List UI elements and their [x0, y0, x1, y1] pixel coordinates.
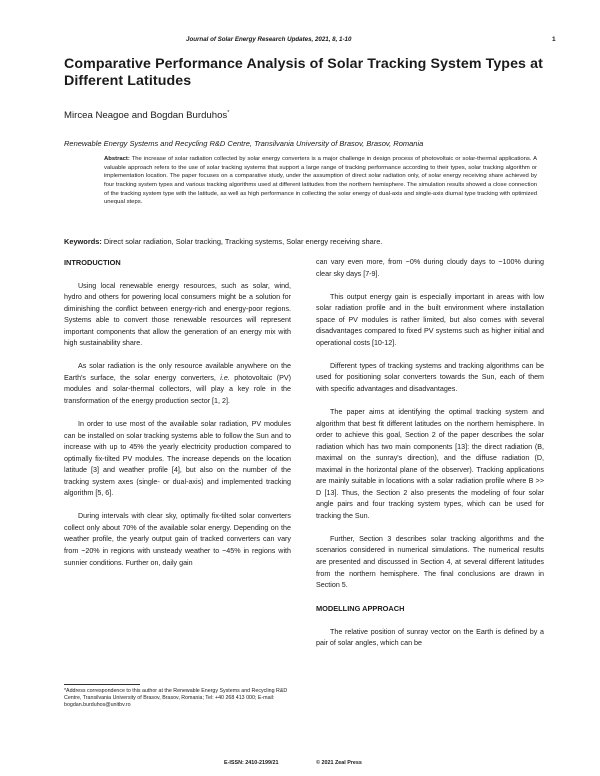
author-names: Mircea Neagoe and Bogdan Burduhos	[64, 110, 228, 122]
abstract-text: The increase of solar radiation collected by solar energy converters is a major challenge in design process of photovoltaic or solar-thermal applications. A valuable approach refers to the use of solar tracking systems that support a large range of tracking performance according to their types, solar tracking algorithm or implementation location. The paper focuses on a comparative study, under the assumption of direct solar radiation only, of solar energy receiving share achieved by four tracking system types and various tracking algorithms used at different latitudes from the northern hemisphere. The simulation results showed a close connection of the tracking system type with the latitude, as well as high performance in collecting the solar energy of dual-axis and single-axis diurnal type tracking with optimized unequal steps.	[104, 156, 537, 206]
paragraph: The paper aims at identifying the optimal tracking system and algorithm that best fit different latitudes on the northern hemisphere. In order to achieve this goal, Section 2 of the paper describes the solar radiation which has two main components [13]: the direct radiation (B, maximal on the sunray's direction), and the diffuse radiation (D, maximal in the horizontal plane of the observer). Tracking applications are mainly suitable in locations with a solar radiation profile where B >> D [13]. Thus, the Section 2 also presents the modeling of four solar angle pairs and four tracking system types, which can be used for tracking the Sun.	[316, 407, 544, 520]
abstract-label: Abstract:	[104, 156, 130, 162]
paragraph: During intervals with clear sky, optimally fix-tilted solar converters collect only about 70% of the available solar energy. Depending on the weather profile, the yearly output gain of tracked converters can vary from ~20% in regions with unsteady weather to ~45% in regions with sunnier conditions. Further on, daily gain	[64, 512, 291, 567]
right-column	[316, 257, 544, 661]
paragraph	[64, 361, 291, 407]
corresponding-mark: *	[227, 110, 230, 116]
keywords	[64, 237, 544, 246]
paragraph: Further, Section 3 describes solar tracking algorithms and the scenarios considered in numerical simulations. The numerical results are presented and discussed in Section 4, at several different latitudes from the northern hemisphere. The final conclusions are drawn in Section 5.	[316, 534, 544, 590]
paragraph: The relative position of sunray vector on the Earth is defined by a pair of solar angles, which can be	[316, 627, 544, 648]
paragraph: Using local renewable energy resources, such as solar, wind, hydro and others for powering local consumers might be a solution for diminishing the conflict between energy-rich and energy-poor regions. Systems able to convert those renewable resources will represent important components that allow the generation of an energy mix with high sustainability share.	[64, 281, 291, 348]
paragraph: Different types of tracking systems and tracking algorithms can be used for positioning solar converters towards the Sun, each of them with specific advantages and disadvantages.	[316, 361, 544, 393]
section-heading-modelling: MODELLING APPROACH	[316, 604, 405, 614]
affiliation: Renewable Energy Systems and Recycling R&D Centre, Transilvania University of Brasov, Brasov, Romania	[64, 139, 424, 148]
footer-copyright: © 2021 Zeal Press	[316, 760, 362, 766]
journal-header: Journal of Solar Energy Research Updates, 2021, 8, 1-10	[186, 36, 352, 43]
page-number: 1	[552, 36, 556, 43]
footer-issn: E-ISSN: 2410-2199/21	[224, 760, 279, 766]
authors	[64, 110, 229, 121]
paragraph-text: photovoltaic (PV) modules and solar-thermal collectors, will play a key role in the transformation of the energy production sector [1, 2].	[64, 373, 291, 405]
footnote: *Address correspondence to this author at the Renewable Energy Systems and Recycling R&D Centre, Transilvania University of Brasov, Brasov, Romania; Tel: +40 268 413 000; E-mail: bogdan.burduhos@unitbv.ro	[64, 688, 288, 708]
abstract	[104, 155, 537, 207]
section-heading-introduction: INTRODUCTION	[64, 258, 121, 267]
keywords-label: Keywords:	[64, 237, 102, 246]
footnote-divider	[64, 684, 140, 685]
keywords-text: Direct solar radiation, Solar tracking, Tracking systems, Solar energy receiving share.	[103, 237, 383, 246]
paragraph-italic: i.e.	[220, 373, 230, 382]
paragraph: In order to use most of the available solar radiation, PV modules can be installed on solar tracking systems able to follow the Sun and to increase with up to 45% the yearly electricity production compared to optimally fix-tilted PV modules. The increase depends on the location latitude [3] and weather profile [4], but also on the number of the tracking system axes (single- or dual-axis) and implemented tracking algorithm [5, 6].	[64, 420, 291, 498]
paragraph: can vary even more, from ~0% during cloudy days to ~100% during clear sky days [7-9].	[316, 258, 544, 278]
paragraph: This output energy gain is especially important in areas with low solar radiation profile and in the built environment where installation space of PV modules is rather limited, but also comes with several disadvantages compared to fixed PV systems such as higher initial and operational costs [10-12].	[316, 292, 544, 347]
paragraph-text: As solar radiation is the only resource available anywhere on the Earth's surface, the solar energy converters,	[64, 362, 291, 382]
left-column	[64, 257, 291, 581]
paper-title: Comparative Performance Analysis of Solar Tracking System Types at Different Latitudes	[64, 56, 543, 89]
